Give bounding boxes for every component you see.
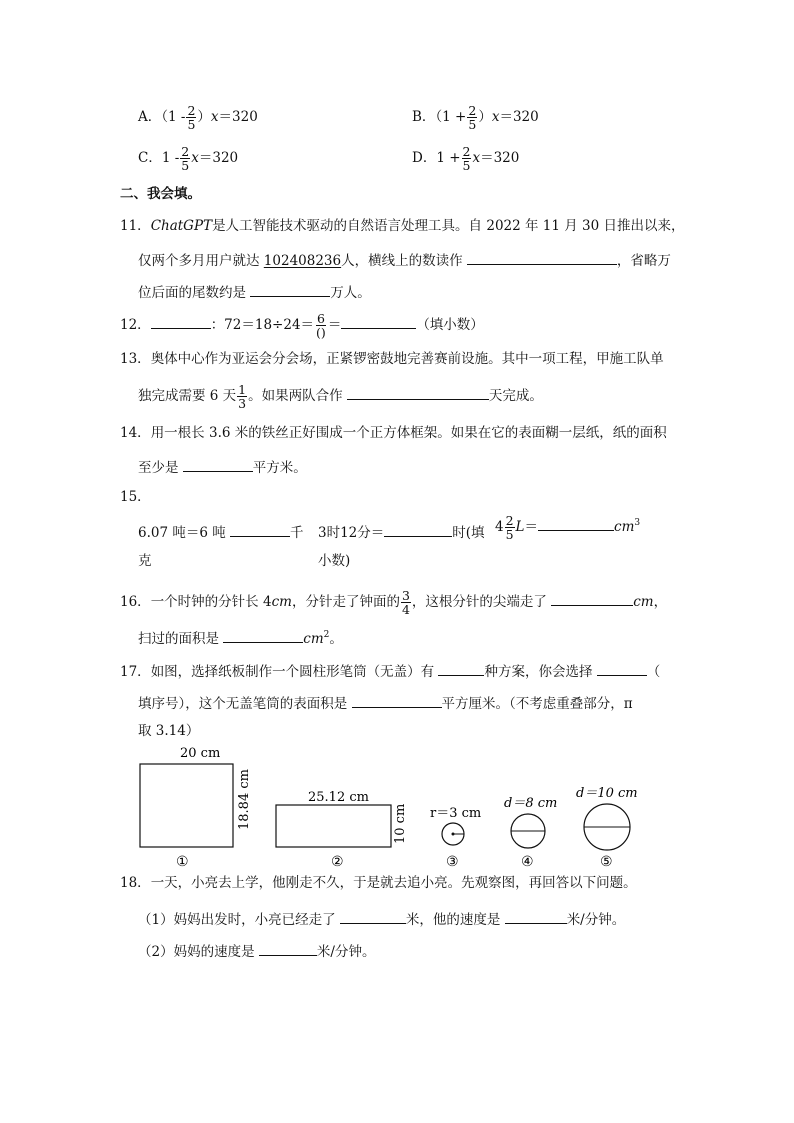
q15-part-a-unit: 克 — [138, 553, 152, 569]
shape1-height-label: 18.84 cm — [237, 769, 252, 830]
paren: ） — [197, 109, 211, 126]
q11-text: 万人。 — [330, 285, 371, 301]
option-d-fraction — [462, 145, 472, 172]
denominator: 4 — [401, 602, 410, 618]
underlined-number: 102408236 — [263, 253, 342, 269]
exponent: 3 — [634, 518, 641, 529]
q18-text: 米/分钟。 — [566, 912, 626, 928]
center-dot — [452, 833, 455, 836]
label-5: ⑤ — [600, 854, 613, 870]
answer-blank[interactable] — [223, 629, 303, 643]
variable: x — [191, 150, 199, 167]
option-c — [138, 145, 238, 172]
q17-text: （ — [646, 664, 661, 680]
q11-line2 — [138, 251, 671, 269]
unit: cm — [303, 631, 324, 647]
circle4-label: d＝8 cm — [504, 796, 558, 811]
shape2-height-label: 10 cm — [393, 803, 408, 844]
answer-blank[interactable] — [347, 386, 489, 400]
question-number: 14． — [120, 425, 151, 441]
q18-sub2 — [138, 942, 375, 960]
q15-part-c — [495, 514, 640, 541]
question-number: 18． — [120, 875, 151, 891]
unit: cm — [614, 519, 635, 536]
q15-fraction — [505, 514, 515, 541]
denominator: 5 — [468, 117, 477, 133]
answer-blank[interactable] — [340, 910, 406, 924]
q11-text: 是人工智能技术驱动的自然语言处理工具。自 2022 年 11 月 30 日推出以来， — [212, 218, 685, 234]
q15-number: 15． — [120, 489, 151, 505]
q15-text: 千 — [290, 525, 304, 541]
denominator: () — [316, 325, 326, 341]
q18-text: 米/分钟。 — [316, 944, 376, 960]
q15-text: 时(填 — [452, 525, 485, 541]
q14-line1 — [120, 427, 667, 441]
variable: x — [210, 109, 219, 126]
question-number: 17． — [120, 664, 151, 680]
q13-text: 奥体中心作为亚运会分会场，正紧锣密鼓地完善赛前设施。其中一项工程，甲施工队单 — [150, 351, 664, 367]
shape1-width-label: 20 cm — [180, 746, 221, 761]
q15-part-a — [138, 523, 304, 541]
q12-fraction — [315, 312, 327, 339]
label-1: ① — [176, 854, 189, 870]
numerator: 6 — [316, 311, 325, 326]
q13-fraction — [237, 383, 247, 410]
q17-text: 填序号），这个无盖笔筒的表面积是 — [138, 696, 352, 712]
circle5-label: d＝10 cm — [576, 786, 638, 801]
option-d-prefix: D．1 + — [412, 150, 461, 167]
q16-line1 — [120, 589, 667, 616]
q16-text: ， — [653, 594, 668, 611]
equation-rhs: ＝320 — [499, 109, 539, 126]
q18-text: 一天，小亮去上学，他刚走不久，于是就去追小亮。先观察图，再回答以下问题。 — [150, 875, 637, 891]
answer-blank[interactable] — [259, 942, 317, 956]
q17-line1 — [120, 662, 660, 680]
question-number: 13． — [120, 351, 151, 367]
equation-rhs: ＝320 — [218, 109, 258, 126]
q15-part-b-note: 小数) — [318, 553, 351, 569]
answer-blank[interactable] — [151, 315, 211, 329]
exponent: 2 — [323, 630, 330, 640]
option-c-fraction — [180, 145, 190, 172]
option-a-prefix: A．（1 - — [138, 109, 186, 126]
q17-line3: 取 3.14） — [138, 723, 200, 739]
option-a-fraction — [186, 104, 196, 131]
option-c-prefix: C．1 - — [138, 150, 180, 167]
q17-text: 如图，选择纸板制作一个圆柱形笔筒（无盖）有 — [150, 664, 439, 680]
answer-blank[interactable] — [438, 662, 484, 676]
q13-text: 。如果两队合作 — [248, 388, 347, 405]
q13-text: 天完成。 — [488, 388, 543, 405]
q14-text: 平方米。 — [252, 460, 307, 476]
q12-text: （填小数） — [416, 317, 484, 334]
q11-text: ，省略万 — [616, 253, 671, 269]
paren: ） — [478, 109, 492, 126]
variable: L — [515, 519, 525, 536]
answer-blank[interactable] — [384, 523, 452, 537]
q13-text: 独完成需要 6 天 — [138, 388, 237, 405]
q18-text: （1）妈妈出发时，小亮已经走了 — [138, 912, 340, 928]
numerator: 2 — [462, 144, 471, 159]
label-3: ③ — [446, 854, 459, 870]
q15-text: 3时12分＝ — [318, 525, 385, 541]
q15-text: 6.07 吨＝6 吨 — [138, 525, 226, 541]
denominator: 5 — [187, 117, 196, 133]
section-title: 二、我会填。 — [120, 186, 201, 202]
q12 — [120, 312, 484, 339]
q16-text: ，分针走了钟面的 — [291, 594, 400, 611]
option-b-prefix: B．（1 + — [412, 109, 467, 126]
answer-blank[interactable] — [352, 694, 442, 708]
q11-text: 仅两个多月用户就达 — [138, 253, 264, 269]
option-b-fraction — [467, 104, 477, 131]
answer-blank[interactable] — [505, 910, 567, 924]
q16-text: ，这根分针的尖端走了 — [411, 594, 552, 611]
denominator: 5 — [505, 527, 514, 543]
label-2: ② — [331, 854, 344, 870]
q17-figure — [130, 740, 650, 875]
numerator: 2 — [505, 513, 514, 528]
q18-line1 — [120, 877, 637, 891]
q15-part-b — [318, 523, 485, 541]
q16-text: 。 — [329, 631, 343, 647]
option-d — [412, 145, 519, 172]
q16-fraction — [401, 589, 411, 616]
equation-rhs: ＝320 — [480, 150, 520, 167]
square-board — [140, 764, 233, 847]
q17-line2 — [138, 694, 633, 712]
question-number: 12． — [120, 317, 151, 334]
numerator: 2 — [187, 103, 196, 118]
q17-text: 平方厘米。（不考虑重叠部分，π — [441, 696, 633, 712]
denominator: 5 — [181, 158, 190, 174]
q11-line3 — [138, 283, 371, 301]
variable: x — [472, 150, 481, 167]
equation-rhs: ＝320 — [198, 150, 239, 167]
unit: cm — [633, 594, 654, 611]
q18-text: （2）妈妈的速度是 — [138, 944, 259, 960]
integer-part: 4 — [495, 519, 504, 536]
numerator: 2 — [181, 144, 190, 159]
variable: x — [491, 109, 500, 126]
q11-line1 — [120, 220, 685, 234]
denominator: 5 — [462, 158, 471, 174]
answer-blank[interactable] — [467, 251, 617, 265]
q18-text: 米，他的速度是 — [405, 912, 505, 928]
option-a — [138, 104, 258, 131]
q11-text: 位后面的尾数约是 — [138, 285, 251, 301]
q14-text: 用一根长 3.6 米的铁丝正好围成一个正方体框架。如果在它的表面糊一层纸，纸的面积 — [150, 425, 667, 441]
q12-text: ＝ — [327, 317, 342, 334]
q14-text: 至少是 — [138, 460, 183, 476]
q16-line2 — [138, 629, 343, 647]
q13-line1 — [120, 353, 664, 367]
numerator: 1 — [238, 382, 247, 397]
denominator: 3 — [238, 396, 247, 412]
label-4: ④ — [521, 854, 534, 870]
q16-text: 扫过的面积是 — [138, 631, 224, 647]
answer-blank[interactable] — [597, 662, 647, 676]
answer-blank[interactable] — [341, 315, 416, 329]
question-number: 16． — [120, 594, 151, 611]
answer-blank[interactable] — [538, 517, 614, 531]
q11-text: 人，横线上的数读作 — [341, 253, 467, 269]
q16-text: 一个时钟的分针长 4 — [150, 594, 272, 611]
numerator: 2 — [468, 103, 477, 118]
answer-blank[interactable] — [551, 592, 633, 606]
circle3-label: r＝3 cm — [430, 806, 482, 821]
answer-blank[interactable] — [230, 523, 290, 537]
q15-text: ＝ — [524, 519, 539, 536]
numerator: 3 — [401, 588, 410, 603]
shape2-width-label: 25.12 cm — [308, 790, 369, 805]
brand-name: ChatGPT — [150, 218, 213, 234]
q14-line2 — [138, 458, 307, 476]
question-number: 11． — [120, 218, 151, 234]
answer-blank[interactable] — [250, 283, 330, 297]
q17-text: 种方案，你会选择 — [484, 664, 597, 680]
q12-text: ：72＝18÷24＝ — [210, 317, 315, 334]
option-b — [412, 104, 539, 131]
q13-line2 — [138, 383, 543, 410]
q18-sub1 — [138, 910, 625, 928]
unit: cm — [271, 594, 292, 611]
answer-blank[interactable] — [183, 458, 253, 472]
rectangle-board — [276, 805, 391, 847]
